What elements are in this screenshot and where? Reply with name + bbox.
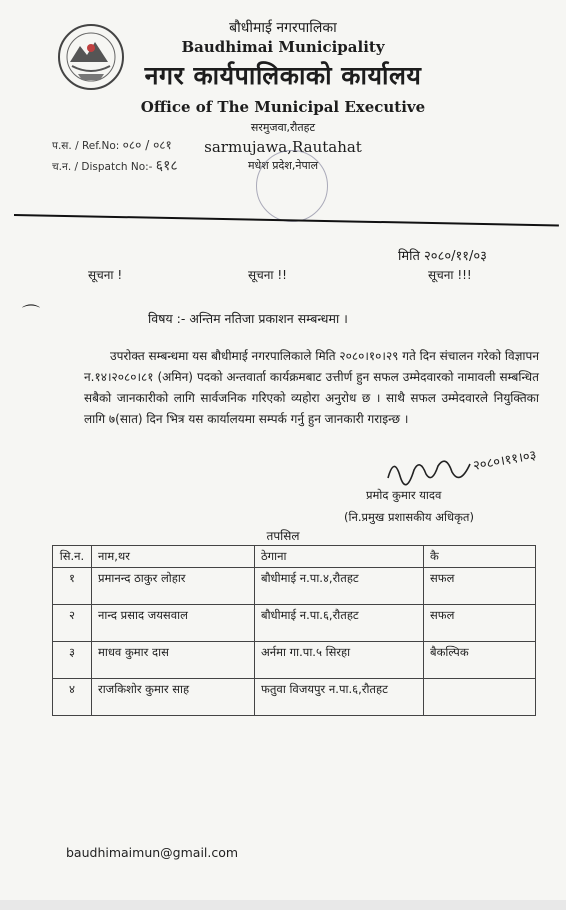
table-row xyxy=(53,642,536,679)
notice-body-paragraph: उपरोक्त सम्बन्धमा यस बौधीमाई नगरपालिकाले मिति २०८०।१०।२९ गते दिन संचालन गरेको विज्ञापन न.१४।२०८०।८१ (अमिन) पदको अन्तवार्ता कार्यक्रमबाट उत्तीर्ण हुन सफल उम्मेदवारको नामावली सम्बन्धित सबैको जानकारीको लागि सार्वजनिक गरिएको व्यहोरा अनुरोध छ । साथै सफल उम्मेदवारले नियुक्तिका लागि ७(सात) दिन भित्र यस कार्यालयमा सम्पर्क गर्नु हुन जानकारी गराइन्छ । xyxy=(84,349,539,426)
scanner-footer-bar xyxy=(0,900,566,910)
cell-name: माधव कुमार दास xyxy=(92,642,255,679)
ref-number xyxy=(52,136,172,153)
signatory-designation: (नि.प्रमुख प्रशासकीय अधिकृत) xyxy=(344,510,474,524)
province-np: मधेश प्रदेश,नेपाल xyxy=(247,159,319,172)
cell-name: नान्द प्रसाद जयसवाल xyxy=(92,605,255,642)
office-stamp xyxy=(256,150,328,222)
cell-name: प्रमानन्द ठाकुर लोहार xyxy=(92,568,255,605)
notice-heading-3: सूचना !!! xyxy=(428,268,472,282)
subject-line: विषय :- अन्तिम नतिजा प्रकाशन सम्बन्धमा । xyxy=(148,311,348,326)
cell-sn: ३ xyxy=(53,642,92,679)
cell-address: बौधीमाई न.पा.४,रौतहट xyxy=(255,568,424,605)
dispatch-label: च.न. / Dispatch No:- xyxy=(52,161,153,173)
municipality-name-np: बौधीमाई नगरपालिका xyxy=(229,20,337,36)
municipality-name-en: Baudhimai Municipality xyxy=(181,38,385,56)
place-en: sarmujawa,Rautahat xyxy=(204,138,362,156)
office-title-en: Office of The Municipal Executive xyxy=(140,98,426,116)
col-header-remarks: कै xyxy=(424,546,536,568)
signature-date: २०८०।११।०३ xyxy=(472,448,538,474)
results-table xyxy=(52,545,536,716)
cell-address: बौधीमाई न.पा.६,रौतहट xyxy=(255,605,424,642)
signatory-name: प्रमोद कुमार यादव xyxy=(366,488,442,502)
cell-sn: ४ xyxy=(53,679,92,716)
cell-sn: २ xyxy=(53,605,92,642)
col-header-sn: सि.न. xyxy=(53,546,92,568)
ref-value: ०८० / ०८१ xyxy=(122,138,172,152)
table-header-row xyxy=(53,546,536,568)
scan-mark-icon: ⌒ xyxy=(22,304,40,325)
cell-address: अर्नमा गा.पा.५ सिरहा xyxy=(255,642,424,679)
notice-heading-2: सूचना !! xyxy=(248,268,287,282)
cell-remarks xyxy=(424,679,536,716)
cell-remarks: सफल xyxy=(424,605,536,642)
table-row xyxy=(53,679,536,716)
place-np: सरमुजवा,रौतहट xyxy=(250,121,316,134)
contact-email: baudhimaimun@gmail.com xyxy=(66,845,239,860)
dispatch-number xyxy=(52,156,178,175)
ref-label: प.स. / Ref.No: xyxy=(52,140,120,152)
office-title-np: नगर कार्यपालिकाको कार्यालय xyxy=(144,61,422,90)
table-row xyxy=(53,568,536,605)
col-header-address: ठेगाना xyxy=(255,546,424,568)
notice-heading-1: सूचना ! xyxy=(88,268,123,282)
cell-remarks: सफल xyxy=(424,568,536,605)
table-row xyxy=(53,605,536,642)
cell-name: राजकिशोर कुमार साह xyxy=(92,679,255,716)
dispatch-value: ६१८ xyxy=(155,158,178,174)
notice-date: मिति २०८०/११/०३ xyxy=(398,249,487,264)
notice-body xyxy=(84,346,539,430)
cell-remarks: बैकल्पिक xyxy=(424,642,536,679)
cell-sn: १ xyxy=(53,568,92,605)
cell-address: फतुवा विजयपुर न.पा.६,रौतहट xyxy=(255,679,424,716)
col-header-name: नाम,थर xyxy=(92,546,255,568)
table-title: तपसिल xyxy=(266,529,300,543)
